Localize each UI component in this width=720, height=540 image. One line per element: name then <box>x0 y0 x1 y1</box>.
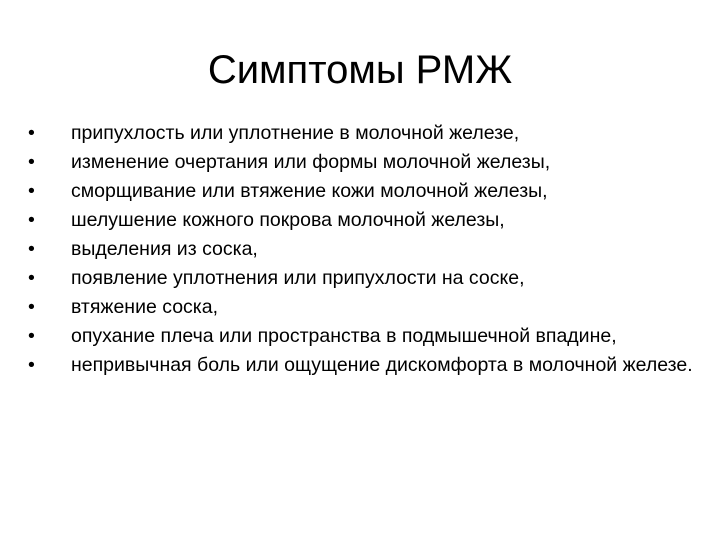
bullet-icon: • <box>28 325 35 347</box>
list-item <box>28 353 708 377</box>
bullet-icon: • <box>28 238 35 260</box>
bullet-icon: • <box>28 151 35 173</box>
list-item-text: сморщивание или втяжение кожи молочной железы, <box>71 180 548 202</box>
list-item <box>28 237 708 261</box>
list-item-text: выделения из соска, <box>71 238 258 260</box>
list-item <box>28 121 708 145</box>
bullet-icon: • <box>28 267 35 289</box>
list-item <box>28 208 708 232</box>
symptom-list <box>28 121 708 382</box>
bullet-icon: • <box>28 296 35 318</box>
list-item-text: шелушение кожного покрова молочной железы, <box>71 209 505 231</box>
list-item <box>28 266 708 290</box>
bullet-icon: • <box>28 209 35 231</box>
list-item-text: опухание плеча или пространства в подмышечной впадине, <box>71 325 617 347</box>
list-item-text: втяжение соска, <box>71 296 219 318</box>
slide-title: Симптомы РМЖ <box>207 48 513 92</box>
list-item <box>28 324 708 348</box>
list-item-text: появление уплотнения или припухлости на соске, <box>71 267 525 289</box>
bullet-icon: • <box>28 354 35 376</box>
bullet-icon: • <box>28 180 35 202</box>
list-item-text: непривычная боль или ощущение дискомфорта в молочной железе. <box>71 354 693 376</box>
list-item-text: изменение очертания или формы молочной железы, <box>71 151 551 173</box>
list-item <box>28 179 708 203</box>
list-item <box>28 295 708 319</box>
list-item-text: припухлость или уплотнение в молочной железе, <box>71 122 520 144</box>
bullet-icon: • <box>28 122 35 144</box>
list-item <box>28 150 708 174</box>
